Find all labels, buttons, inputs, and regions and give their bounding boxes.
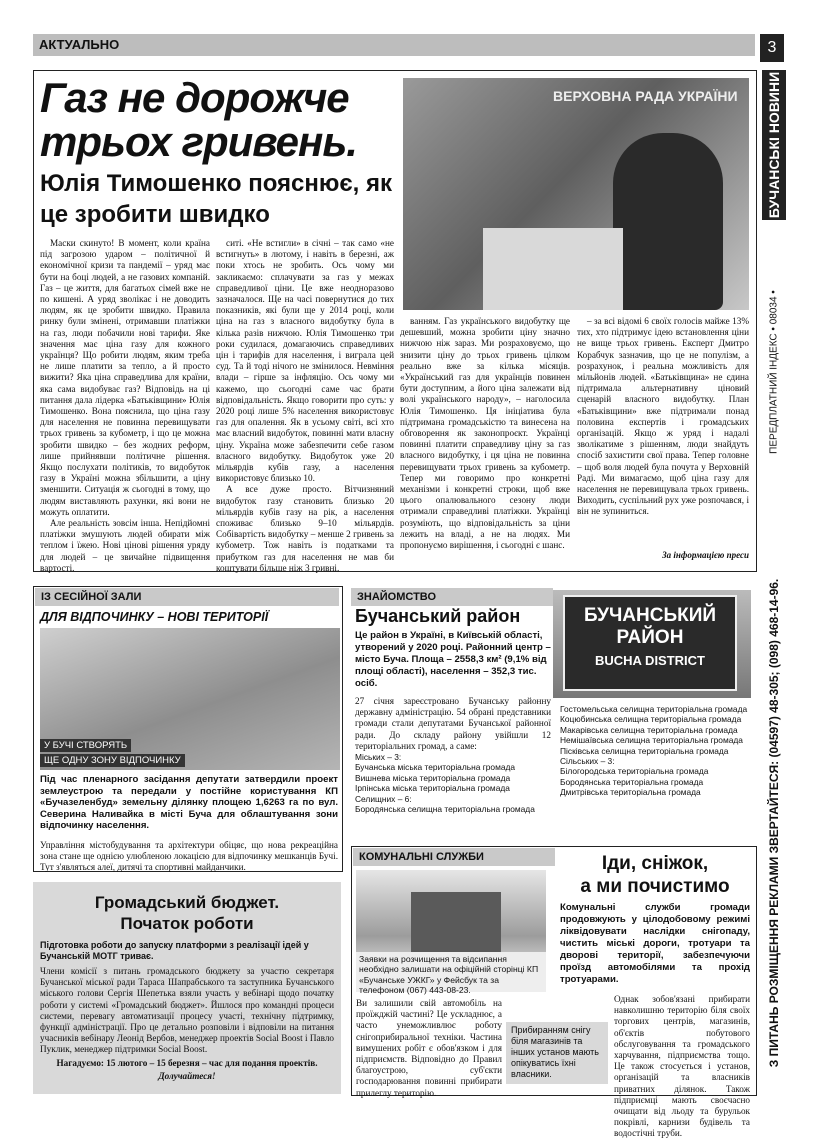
list-item: Сільських – 3: <box>560 756 615 767</box>
sign-line-1: БУЧАНСЬКИЙ <box>583 605 717 626</box>
subscription-index: ПЕРЕДПЛАТНИЙ ІНДЕКС • 08034 • <box>768 290 780 454</box>
budget-lead: Підготовка роботи до запуску платформи з реалізації ідей у Бучанській МОТГ триває. <box>40 940 309 961</box>
list-item: Бородянська територіальна громада <box>560 776 704 787</box>
communal-title-1: Іди, сніжок, <box>601 853 709 874</box>
lead-column-4 <box>577 316 749 550</box>
lead-col1-text: Маски скинуто! В момент, коли країна під загрозою ударом – політичної й економічної кризи та пандемії – уряд має бути на боці людей, а не газових компаній. Газ – це життя, для багатьох сімей вже не по кишені. А уряд зволікає і не доводить людям, як це зробити швидко. Правила ринку були змінені, отримавши платіжки на газ, люди побачили нові тарифи. Яке значення має ціна газу для кожного українця? Що робити людям, яким треба не лише платити за тепло, а й просто вижити? Яка ціна справедлива для країни, яка сама видобуває газ? Відповідь на ці питання дала лідерка «Батьківщини» Юлія Тимошенко. Вона пояснила, що ціна газу для населення не повинна перевищувати трьох гривень за кубометр, і що це можна зробити швидко – без жодних реформ, лише прийнявши політичне рішення. Якщо послухати політиків, то видобуток газу в Україні можна збільшити, а ціну зменшити. Ситуація ж сьогодні в тому, що людям виставляють рахунки, які вони не можуть оплатити. <box>40 238 210 517</box>
subscription-index-vertical <box>762 222 786 522</box>
lead-col3-text: ванням. Газ українського видобутку ще дешевший, можна зробити ціну значно нижчою ніж зараз. Ми розраховуємо, що знизити ціну до трьох гривень цілком реально вже за кілька місяців. «Український газ для українців повинен бути доступним, а його ціна залежати від волі українського народу», – наголосила Юлія Тимошенко. Ця ініціатива була підтримана громадськістю та винесена на обговорення як законопроєкт. Українці повинні платити справедливу ціну за газ власного видобутку, і ця ціна не повинна перевищувати трьох гривень за кубометр. Тепер ми говоримо про конкретні механізми і конкретні строки, щоб вже цього опалювального сезону люди отримали справедливі платіжки. Українці розуміють, що відповідальність за ціни лежить на владі, а не на людях. Ми пропонуємо вирішення, і сьогодні є шанс. <box>400 316 570 551</box>
communal-callout: Прибиранням снігу біля магазинів та інших установ мають опікуватись їхні власники. <box>506 1022 608 1084</box>
list-item: Макарівська селищна територіальна громада <box>560 724 738 735</box>
photo-banner-text: ВЕРХОВНА РАДА УКРАЇНИ <box>553 88 738 104</box>
lead-column-1 <box>40 238 210 573</box>
photo-caption-2: ЩЕ ОДНУ ЗОНУ ВІДПОЧИНКУ <box>40 754 185 767</box>
list-item: Бородянська селищна територіальна громада <box>355 804 535 815</box>
budget-title-1: Громадський бюджет. <box>94 893 280 912</box>
budget-text: Члени комісії з питань громадського бюджету за участю секретаря Бучанської міської ради Тараса Шапрабського та заступника Бучанського міського голови Сергія Шепетька взяли участь у вебінарі щодо початку роботи у системі «Громадський бюджет». Йшлося про командні процеси системи, перевагу автоматизації процесу участі, технічну підтримку, функції адміністрації. Про це детально розповіли і відповіли на питання учасників вебінару Леонід Вербов, менеджер проектів Social Boost і Павло Пуклик, менеджер підтримки Social Boost. <box>40 966 334 1055</box>
session-lead: Під час пленарного засідання депутати затвердили проект землеустрою та передали у постійне користування КП «Бучазеленбуд» земельну ділянку площею 1,6263 га по вул. Северина Наливайка в місті Буча для облаштування зони відпочинку населення. <box>40 774 338 832</box>
masthead-text: БУЧАНСЬКІ НОВИНИ <box>766 71 782 219</box>
district-title: Бучанський район <box>355 606 521 626</box>
communal-section-label: КОМУНАЛЬНІ СЛУЖБИ <box>353 848 555 866</box>
district-sign <box>563 595 737 691</box>
section-title: АКТУАЛЬНО <box>39 37 120 52</box>
district-text: 27 січня зареєстровано Бучанську районну державну адміністрацію. 54 обрані представники громади стали депутатами Бучанської районної ради. До складу району увійшли 12 територіальних громад, а саме: <box>355 696 551 751</box>
list-item: Ірпінська міська територіальна громада <box>355 783 510 794</box>
lead-credit: За інформацією преси <box>662 550 749 560</box>
ads-contact-text: З ПИТАНЬ РОЗМІЩЕННЯ РЕКЛАМИ ЗВЕРТАЙТЕСЯ: (04597) 48-305; (098) 468-14-96. <box>767 578 781 1068</box>
sign-line-2: РАЙОН <box>616 627 684 648</box>
session-title: ДЛЯ ВІДПОЧИНКУ – НОВІ ТЕРИТОРІЇ <box>40 610 269 624</box>
session-text: Управління містобудування та архітектури обіцяє, що нова рекреаційна зона стане ще однією улюбленою локацією для відпочинку мешканців Бучі. Тут з'являться алеї, дитячі та спортивні майданчики. <box>40 840 338 873</box>
section-header-bar <box>33 34 755 56</box>
list-item: Міських – 3: <box>355 752 402 762</box>
list-item: Немішаївська селищна територіальна громада <box>560 735 743 746</box>
district-section-label: ЗНАЙОМСТВО <box>351 588 553 606</box>
list-item: Гостомельська селищна територіальна громада <box>560 704 748 714</box>
lead-col2b-text: А все дуже просто. Вітчизняний видобуток газу становить близько 20 мільярдів кубів газу на рік, а населення споживає близько 9–10 мільярдів. Собівартість видобутку – менше 2 гривень за кубометр. Тож навіть із податками та прибутком газ для населення не мав би коштувати більше ніж 3 гривні. <box>216 484 394 573</box>
list-item: Бучанська міська територіальна громада <box>355 762 516 773</box>
list-item: Дмитрівська територіальна громада <box>560 787 701 798</box>
lead-headline: Газ не дорожче трьох гривень. <box>40 74 357 165</box>
budget-deadline: Нагадуємо: 15 лютого – 15 березня – час для подання проектів. <box>56 1058 318 1068</box>
communal-text-2: Однак зобов'язані прибирати навколишню територію біля своїх торгових центрів, магазинів, об'єктів побутового обслуговування та громадського харчування, підприємства тощо. Це також стосується і установ, організацій та власників приватних ділянок. Також підприємці мають своєчасно очищати від льоду та бурульок покрівлі, карнизи будівель та водостічні труби. <box>614 994 750 1139</box>
district-lead: Це район в Україні, в Київській області, утворений у 2020 році. Районний центр – місто Буча. Площа – 2558,3 км² (9,1% від площі області), населення – 352,3 тис. осіб. <box>355 630 551 689</box>
page-number: 3 <box>760 34 784 62</box>
lead-col1b-text: Але реальність зовсім інша. Непідйомні платіжки змушують людей обирати між теплом і їжею. Нові цінові рішення уряду для людей – це звичайне підвищення вартості. <box>40 518 210 573</box>
ads-contact-vertical <box>762 540 786 1106</box>
communal-text: Ви залишили свій автомобіль на проїжджій частині? Це ускладнює, а часто унеможливлює роботу снігоприбиральної техніки. Частина вимушених робіт є обов'язком і для підприємств. Відповідно до Правил благоустрою, суб'єкти господарювання повинні прибирати прилеглу територію. <box>356 998 502 1098</box>
photo-caption-1: У БУЧІ СТВОРЯТЬ <box>40 739 131 752</box>
list-item: Білогородська територіальна громада <box>560 766 709 777</box>
district-list-right <box>560 704 752 798</box>
sign-line-3: BUCHA DISTRICT <box>594 653 705 668</box>
podium <box>483 228 623 310</box>
lead-column-3 <box>400 316 570 566</box>
district-sign-photo <box>553 590 751 698</box>
lead-column-2 <box>216 238 394 573</box>
list-item: Коцюбинська селищна територіальна громада <box>560 714 742 725</box>
list-item: Пісківська селищна територіальна громада <box>560 745 729 756</box>
park-rendering-photo <box>40 628 340 770</box>
budget-title-2: Початок роботи <box>120 914 254 933</box>
masthead-vertical <box>762 70 786 220</box>
lead-col4-text: – за всі відомі 6 своїх голосів майже 13% тих, хто підтримує ідею встановлення ціни не вище трьох гривень. Експерт Дмитро Корабчук зазначив, що це не популізм, а розрахунок, і реальна можливість для мільйонів людей. «Батьківщина» не єдина підтримала альтернативну ціновий сценарій власного видобутку. План «Батьківщини» вже підтримали понад половина експертів і громадських організацій. Якщо ж уряд і надалі зволікатиме з рішенням, люди знайдуть спосіб захистити свої права. Тепер головне – щоб воля людей була почута у Верховній Раді. Ми вимагаємо, щоб ціна газу для населення не перевищувала трьох гривень. Виходить, суспільний рух уже розпочався, і він не зупиниться. <box>577 316 749 517</box>
lead-subheadline: Юлія Тимошенко пояснює, як це зробити швидко <box>40 170 392 228</box>
district-list-left <box>355 752 551 814</box>
list-item: Вишнева міська територіальна громада <box>355 772 511 783</box>
communal-lead: Комунальні служби громади продовжують у цілодобовому режимі ліквідовувати наслідки снігопаду, чистить міські дороги, тротуари та дворові території, забезпечуючи проїзд автомобілями та прохід тротуарами. <box>560 902 750 985</box>
list-item: Селищних – 6: <box>355 793 412 804</box>
budget-call-to-action: Долучайтеся! <box>158 1071 216 1081</box>
session-section-label: ІЗ СЕСІЙНОЇ ЗАЛИ <box>35 588 339 606</box>
building-shape <box>411 892 501 952</box>
communal-title-2: а ми почистимо <box>580 876 730 897</box>
tymoshenko-photo <box>403 78 749 310</box>
lead-col2-text: ситі. «Не встигли» в січні – так само «не встигнуть» в лютому, і навіть в березні, аж поки хтось не зробить. Ось чому ми закликаємо: сплачувати за газ у межах справедливої ціни. Це вже неодноразово зазначалося. Ще на часі повернутися до тих показників, які були ще у 2014 році, коли ціна на газ з власного видобутку була в кілька разів нижчою. Юлія Тимошенко три роки судилася, домагаючись справедливих цін і тарифів для населення, і виграла цей суд. Та й тоді нічого не змінилося. Невміння влади – гірше за інфляцію. Ось чому ми кажемо, що сьогодні саме час брати відповідальність. Якщо говорити про суть: у 2020 році лише 5% населення використовує газ для опалення. Як в усьому світі, всі хто має власний видобуток, повинні мати власну ціну. Україна може забезпечити себе газом власного видобутку. Видобуток уже 20 мільярдів кубів газу, а населення використовує близько 10. <box>216 238 394 484</box>
speaker-figure <box>613 133 723 310</box>
communal-photo-caption: Заявки на розчищення та відсипання необхідно залишати на офіційній сторінці КП «Бучанське УЖКГ» у Фейсбук та за телефоном (067) 443-08-23. <box>356 952 546 992</box>
